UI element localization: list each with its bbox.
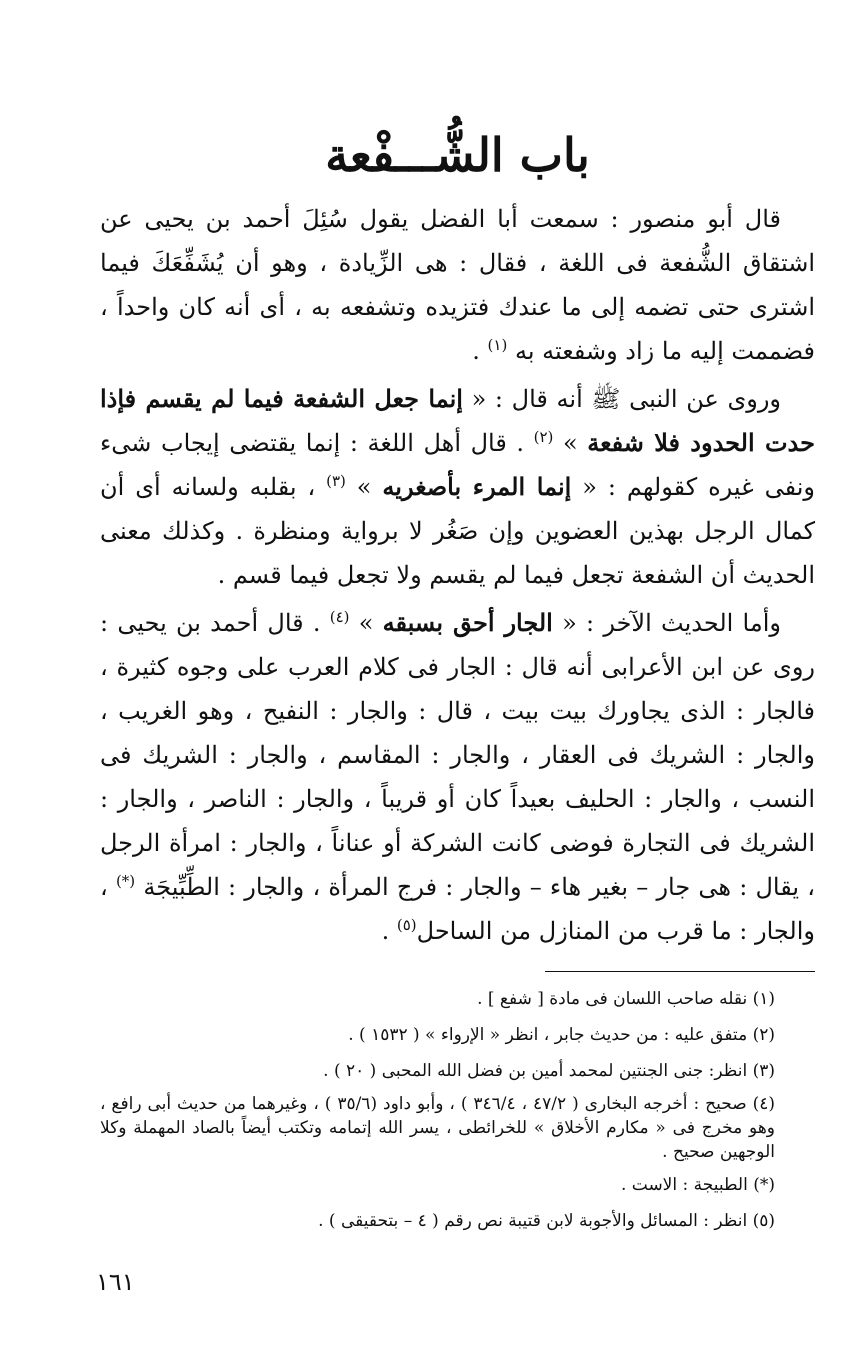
paragraph-2-end: ، بقلبه ولسانه أى أن كمال الرجل بهذين العضوين وإن صَغُر لا برواية ومنظرة . وكذلك معنى الحديث أن الشفعة تجعل فيما لم يقسم ولا تجعل فيما قسم . <box>100 472 815 589</box>
paragraph-3-continuation: ، والجار : ما قرب من المنازل من الساحل <box>100 872 815 945</box>
footnote-ref-star: (*) <box>115 871 136 890</box>
footnote-5: (٥) انظر : المسائل والأجوبة لابن قتيبة نص رقم ( ٤ – بتحقيقى ) . <box>318 1210 775 1231</box>
paragraph-3 <box>100 601 815 953</box>
page-number: ١٦١ <box>96 1268 135 1296</box>
footnote-ref-3: (٣) <box>326 471 346 490</box>
footnote-2: (٢) متفق عليه : من حديث جابر ، انظر « الإرواء » ( ١٥٣٢ ) . <box>348 1024 775 1045</box>
paragraph-3-end: . <box>381 916 397 945</box>
footnote-ref-1: (١) <box>487 335 508 354</box>
footnote-3: (٣) انظر: جنى الجنتين لمحمد أمين بن فضل الله المحبى ( ٢٠ ) . <box>323 1060 775 1081</box>
paragraph-3-intro: وأما الحديث الآخر : « <box>552 608 781 637</box>
paragraph-2-intro: وروى عن النبى ﷺ أنه قال : « <box>462 384 782 413</box>
proverb-text: إنما المرء بأصغريه <box>382 471 572 501</box>
paragraph-2-quote-close: » <box>553 428 588 457</box>
paragraph-1 <box>100 197 815 373</box>
chapter-title: باب الشُّـــفْعة <box>325 128 590 182</box>
paragraph-3-quote-close: » <box>349 608 383 637</box>
page-body <box>100 130 815 1242</box>
paragraph-1-text: قال أبو منصور : سمعت أبا الفضل يقول سُئِلَ أحمد بن يحيى عن اشتقاق الشُّفعة فى اللغة ، فقال : هى الزِّيادة ، وهو أن يُشَفِّعَكَ فيما اشترى حتى تضمه إلى ما عندك فتزيده وتشفعه به ، أى أنه كان واحداً ، فضممت إليه ما زاد وشفعته به <box>100 204 816 365</box>
hadith-text-2: الجار أحق بسبقه <box>382 607 553 637</box>
footnote-separator <box>545 971 815 972</box>
footnote-ref-2: (٢) <box>533 427 554 446</box>
hadith-text-1: إنما جعل الشفعة فيما لم يقسم فإذا حدت الحدود فلا شفعة <box>100 383 815 457</box>
paragraph-1-end: . <box>472 336 488 365</box>
paragraph-2 <box>100 377 815 597</box>
footnote-star: (*) الطبيجة : الاست . <box>620 1174 775 1195</box>
footnote-ref-4: (٤) <box>329 607 350 626</box>
footnote-4: (٤) صحيح : أخرجه البخارى ( ٤٧/٢ ، ٣٤٦/٤ ) ، وأبو داود (٣٥/٦ ) ، وغيرهما من حديث أبى رافع ، وهو مخرج فى « مكارم الأخلاق » للخرائطى ، يسر الله إتمامه وتكتب أيضاً بالصاد المهملة وكلا الوجهين صحيح . <box>100 1093 775 1162</box>
paragraph-3-body: . قال أحمد بن يحيى : روى عن ابن الأعرابى أنه قال : الجار فى كلام العرب على وجوه كثيرة ، فالجار : الذى يجاورك بيت بيت ، قال : والجار : النفيح ، وهو الغريب ، والجار : الشريك فى العقار ، والجار : المقاسم ، والجار : الشريك فى النسب ، والجار : الحليف بعيداً كان أو قريباً ، والجار : الناصر ، والجار : الشريك فى التجارة فوضى كانت الشركة أو عناناً ، والجار : امرأة الرجل ، يقال : هى جار – بغير هاء – والجار : فرج المرأة ، والجار : الطِّبِّيجَة <box>100 608 816 901</box>
paragraph-2-quote-close-2: » <box>345 472 383 501</box>
footnote-ref-5: (٥) <box>396 915 417 934</box>
footnote-1: (١) نقله صاحب اللسان فى مادة [ شفع ] . <box>477 988 775 1009</box>
paragraph-2-middle: . قال أهل اللغة : إنما يقتضى إيجاب شىء ونفى غيره كقولهم : « <box>100 428 816 501</box>
